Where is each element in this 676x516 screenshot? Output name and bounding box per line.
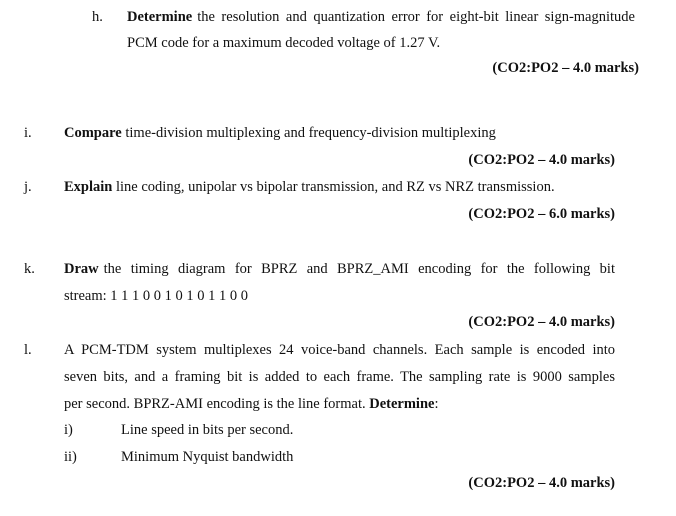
- question-k-line1-text: the timing diagram for BPRZ and BPRZ_AMI encoding for the following bit: [103, 261, 615, 277]
- question-j-label: j.: [24, 179, 32, 195]
- question-l-sub-i-label: i): [64, 422, 73, 438]
- question-h-label: h.: [92, 9, 103, 25]
- question-j-text: line coding, unipolar vs bipolar transmission, and RZ vs NRZ transmission.: [115, 179, 555, 195]
- question-l-marks: (CO2:PO2 – 4.0 marks): [468, 475, 615, 491]
- question-i-label: i.: [24, 125, 32, 141]
- question-l-sub-ii-text: Minimum Nyquist bandwidth: [121, 449, 294, 465]
- question-j-verb: Explain: [64, 179, 113, 195]
- question-k-marks: (CO2:PO2 – 4.0 marks): [468, 314, 615, 330]
- question-h-line1-text: the resolution and quantization error for eight-bit linear sign-magnitude: [197, 9, 635, 25]
- question-i-verb: Compare: [64, 125, 122, 141]
- question-j-marks: (CO2:PO2 – 6.0 marks): [468, 206, 615, 222]
- question-l-sub-i-text: Line speed in bits per second.: [121, 422, 294, 438]
- question-l-line2: seven bits, and a framing bit is added to each frame. The sampling rate is 9000 samples: [64, 369, 615, 385]
- question-l-line3: [64, 395, 439, 413]
- question-i-marks: (CO2:PO2 – 4.0 marks): [468, 152, 615, 168]
- question-l-line3-text: per second. BPRZ-AMI encoding is the line format.: [64, 396, 366, 412]
- question-l-line3-colon: :: [434, 396, 439, 412]
- question-l-label: l.: [24, 342, 32, 358]
- question-l-sub-ii-label: ii): [64, 449, 77, 465]
- question-j-line1: [64, 178, 555, 196]
- question-k-line1: [64, 260, 615, 278]
- question-k-line2: stream: 1 1 1 0 0 1 0 1 0 1 1 0 0: [64, 288, 249, 304]
- question-l-line1: A PCM-TDM system multiplexes 24 voice-band channels. Each sample is encoded into: [64, 342, 615, 358]
- question-l-verb: Determine: [369, 396, 435, 412]
- question-h-line2: PCM code for a maximum decoded voltage of 1.27 V.: [127, 35, 441, 51]
- question-i-text: time-division multiplexing and frequency-division multiplexing: [125, 125, 496, 141]
- question-h-verb: Determine: [127, 9, 193, 25]
- question-k-verb: Draw: [64, 261, 99, 277]
- question-h-line1: [127, 8, 635, 26]
- question-k-label: k.: [24, 261, 35, 277]
- question-i-line1: [64, 124, 496, 142]
- question-h-marks: (CO2:PO2 – 4.0 marks): [492, 60, 639, 76]
